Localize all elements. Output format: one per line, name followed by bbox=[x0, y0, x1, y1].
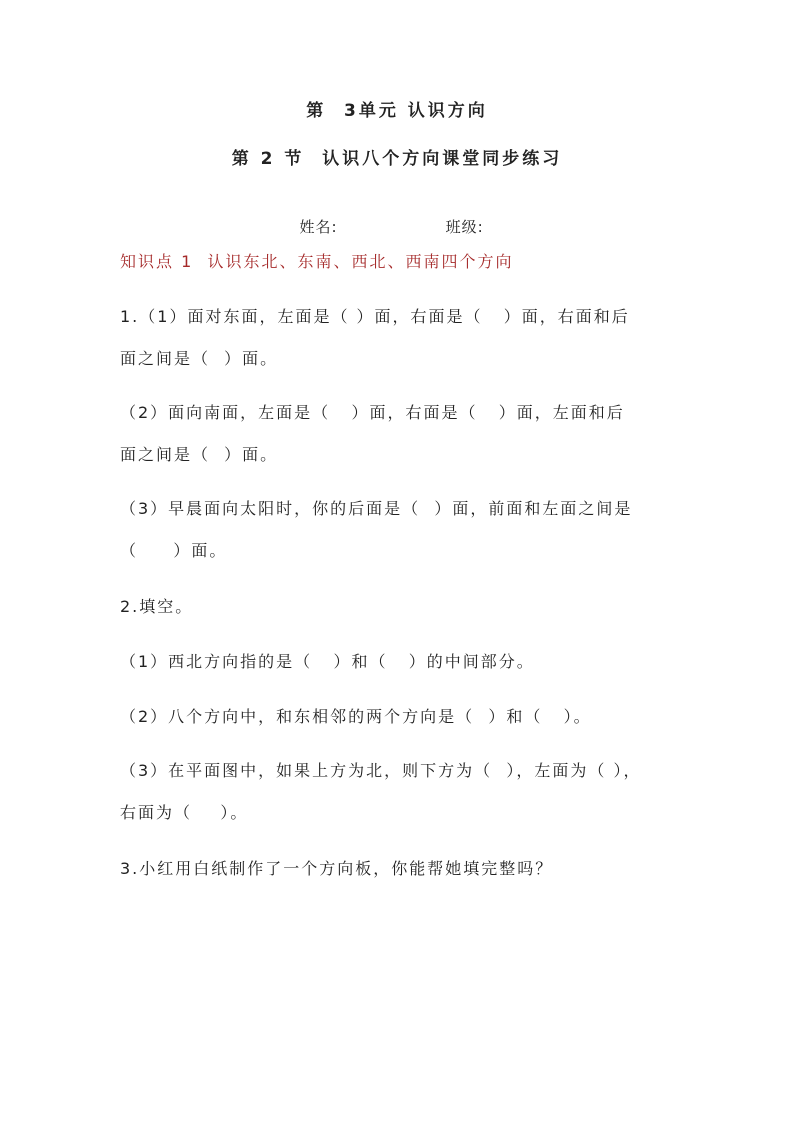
q1-part3-line1: （3）早晨面向太阳时，你的后面是（ ）面，前面和左面之间是 bbox=[120, 499, 633, 518]
student-info-row bbox=[288, 197, 484, 237]
q1-part1-line2: 面之间是（ ）面。 bbox=[120, 349, 279, 368]
name-label: 姓名: bbox=[299, 218, 338, 236]
class-label: 班级: bbox=[445, 218, 484, 236]
q2-part2: （2）八个方向中，和东相邻的两个方向是（ ）和（ ）。 bbox=[120, 707, 592, 726]
q1-part2-line2: 面之间是（ ）面。 bbox=[120, 445, 279, 464]
q1-part1-line1: 1.（1）面对东面，左面是（ ）面，右面是（ ）面，右面和后 bbox=[120, 307, 630, 326]
q2-part3-line1: （3）在平面图中，如果上方为北，则下方为（ ），左面为（ ）， bbox=[120, 761, 642, 780]
unit-title: 第 3单元 认识方向 bbox=[306, 101, 488, 121]
q2-part1: （1）西北方向指的是（ ）和（ ）的中间部分。 bbox=[120, 652, 535, 671]
q3-text: 3.小红用白纸制作了一个方向板，你能帮她填完整吗？ bbox=[120, 859, 554, 878]
q1-part2-line1: （2）面向南面，左面是（ ）面，右面是（ ）面，左面和后 bbox=[120, 403, 625, 422]
q1-part3-line2: （ ）面。 bbox=[120, 541, 228, 560]
section-title: 第 2 节 认识八个方向课堂同步练习 bbox=[231, 149, 563, 169]
knowledge-point-heading: 知识点 1 认识东北、东南、西北、西南四个方向 bbox=[120, 252, 514, 271]
q2-part3-line2: 右面为（ ）。 bbox=[120, 803, 249, 822]
q2-heading: 2.填空。 bbox=[120, 597, 194, 616]
